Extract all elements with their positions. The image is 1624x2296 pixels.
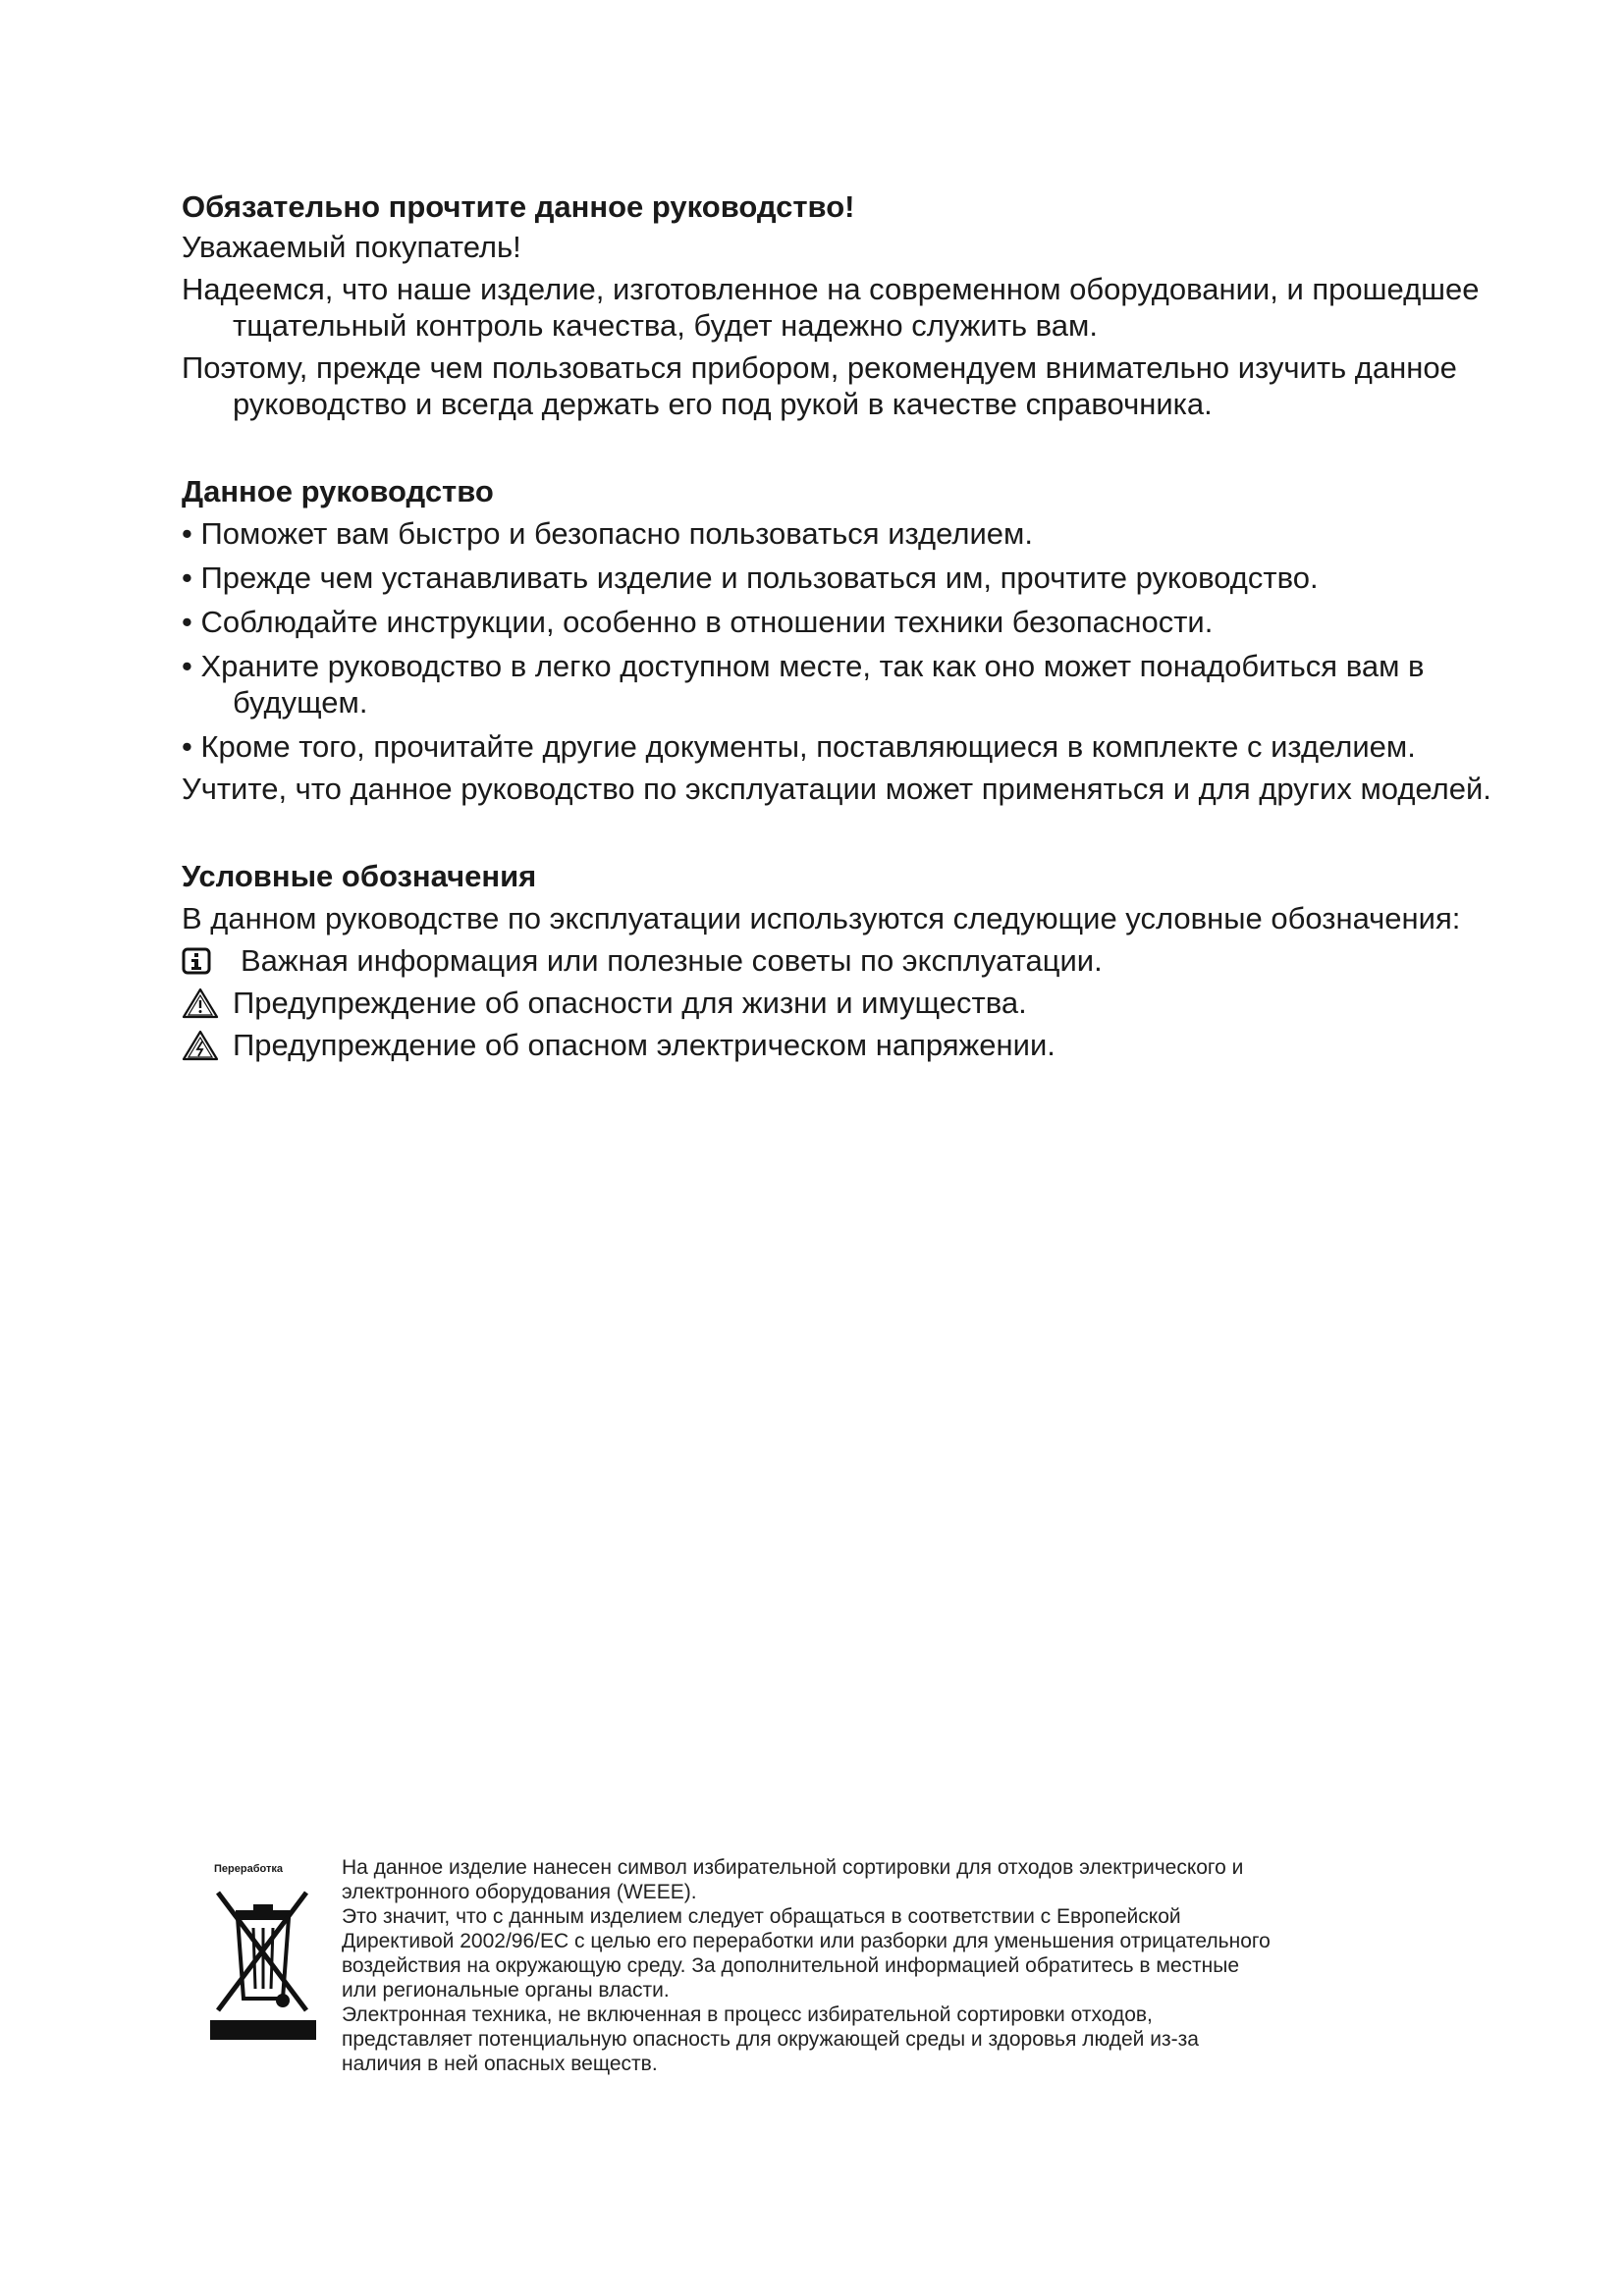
symbol-row-info bbox=[182, 942, 1517, 979]
manual-bullet-list bbox=[182, 515, 1517, 765]
recycling-text bbox=[342, 1855, 1441, 2076]
list-item: • Соблюдайте инструкции, особенно в отношении техники безопасности. bbox=[182, 605, 1214, 639]
intro-title: Обязательно прочтите данное руководство! bbox=[182, 189, 855, 224]
recycling-line: или региональные органы власти. bbox=[342, 1979, 670, 2002]
symbol-text: Предупреждение об опасном электрическом напряжении. bbox=[233, 1028, 1056, 1062]
recycling-line: представляет потенциальную опасность для окружающей среды и здоровья людей из-за bbox=[342, 2028, 1199, 2051]
symbol-row-warning bbox=[182, 985, 1517, 1021]
symbols-section bbox=[182, 858, 1517, 1063]
intro-paragraph-2: Поэтому, прежде чем пользоваться прибором, рекомендуем внимательно изучить данное руководство и всегда держать его под рукой в качестве справочника. bbox=[182, 350, 1457, 421]
symbol-row-electric bbox=[182, 1027, 1517, 1063]
info-icon bbox=[182, 947, 229, 975]
symbol-text: Важная информация или полезные советы по эксплуатации. bbox=[241, 943, 1103, 978]
recycling-line: На данное изделие нанесен символ избирательной сортировки для отходов электрического и bbox=[342, 1856, 1244, 1879]
recycling-line: воздействия на окружающую среду. За дополнительной информацией обратитесь в местные bbox=[342, 1954, 1240, 1977]
warning-triangle-icon bbox=[182, 988, 221, 1019]
recycling-line: Директивой 2002/96/EC с целью его переработки или разборки для уменьшения отрицательного bbox=[342, 1930, 1271, 1952]
recycling-label: Переработка bbox=[214, 1863, 283, 1875]
warning-triangle-icon bbox=[182, 1030, 221, 1061]
recycling-line: Электронная техника, не включенная в процесс избирательной сортировки отходов, bbox=[342, 2003, 1153, 2026]
recycling-line: наличия в ней опасных веществ. bbox=[342, 2053, 658, 2075]
list-item: • Храните руководство в легко доступном месте, так как оно может понадобиться вам в будущем. bbox=[182, 649, 1425, 720]
manual-title: Данное руководство bbox=[182, 474, 494, 508]
manual-page bbox=[182, 188, 1517, 1063]
recycling-line: электронного оборудования (WEEE). bbox=[342, 1881, 697, 1903]
list-item: • Поможет вам быстро и безопасно пользоваться изделием. bbox=[182, 516, 1033, 551]
greeting: Уважаемый покупатель! bbox=[182, 230, 521, 264]
symbols-intro: В данном руководстве по эксплуатации используются следующие условные обозначения: bbox=[182, 901, 1461, 935]
manual-note: Учтите, что данное руководство по эксплуатации может применяться и для других моделей. bbox=[182, 772, 1491, 806]
list-item: • Кроме того, прочитайте другие документы, поставляющиеся в комплекте с изделием. bbox=[182, 729, 1416, 764]
symbol-text: Предупреждение об опасности для жизни и имущества. bbox=[233, 986, 1027, 1020]
symbols-title: Условные обозначения bbox=[182, 859, 537, 893]
recycling-line: Это значит, что с данным изделием следует обращаться в соответствии с Европейской bbox=[342, 1905, 1181, 1928]
list-item: • Прежде чем устанавливать изделие и пользоваться им, прочтите руководство. bbox=[182, 561, 1319, 595]
intro-paragraph-1: Надеемся, что наше изделие, изготовленное на современном оборудовании, и прошедшее тщательный контроль качества, будет надежно служить вам. bbox=[182, 272, 1480, 343]
crossed-bin-icon bbox=[208, 1885, 318, 2042]
manual-section bbox=[182, 473, 1517, 807]
recycling-notice bbox=[206, 1855, 1443, 2081]
